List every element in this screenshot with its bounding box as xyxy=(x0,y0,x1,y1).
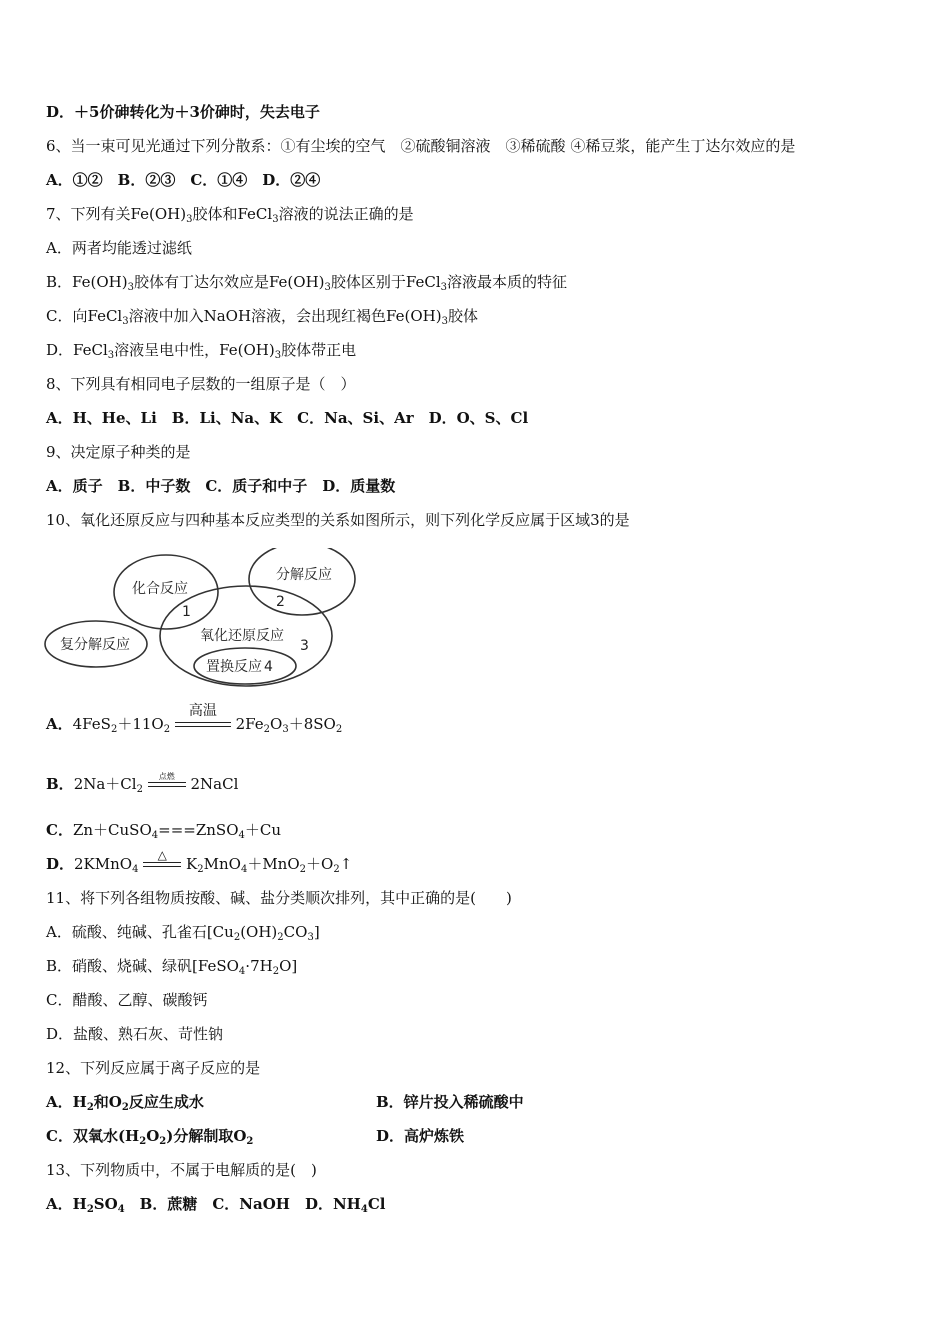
q10-stem: 10、氧化还原反应与四种基本反应类型的关系如图所示，则下列化学反应属于区域3的是 xyxy=(46,511,630,529)
q11-option-c: C．醋酸、乙醇、碳酸钙 xyxy=(46,991,208,1009)
q8-options: A．H、He、Li B．Li、Na、K C．Na、Si、Ar D．O、S、Cl xyxy=(46,409,529,427)
redox-label: 氧化还原反应 xyxy=(200,628,284,644)
q10-option-a: A．$4FeS_2+11O_2$ 高温 $2Fe_2O_3+8SO_2$ xyxy=(46,703,343,735)
q13-stem: 13、下列物质中，不属于电解质的是( ) xyxy=(46,1161,317,1179)
q7-option-b: B．$Fe(OH)_3$胶体有丁达尔效应是$Fe(OH)_3$胶体区别于FeCl$_3$溶液最本质的特征 xyxy=(46,273,568,293)
high-temperature-equals-sign: 高温 xyxy=(175,715,231,735)
q7-stem: 7、下列有关$Fe(OH)_3$胶体和FeCl$_3$溶液的说法正确的是 xyxy=(46,205,414,225)
region-3-label: 3 xyxy=(300,638,309,654)
q9-stem: 9、决定原子种类的是 xyxy=(46,443,191,461)
decomposition-label: 分解反应 xyxy=(276,567,332,583)
q12-stem: 12、下列反应属于离子反应的是 xyxy=(46,1059,261,1077)
displacement-label: 置换反应 xyxy=(206,659,262,675)
q6-stem: 6、当一束可见光通过下列分散系：①有尘埃的空气 ②硫酸铜溶液 ③稀硫酸 ④稀豆浆，能产生丁达尔效应的是 xyxy=(46,137,796,155)
q12-option-a: A．$H_2$和$O_2$反应生成水 xyxy=(46,1093,204,1113)
q10-option-d: D．2KMnO$_4$ △ $K_2MnO_4+MnO_2+O_2↑$ xyxy=(46,848,353,875)
q11-option-d: D．盐酸、熟石灰、苛性钠 xyxy=(46,1025,224,1043)
ignition-equals-sign: 点燃 xyxy=(148,775,186,795)
q11-option-b: B．硝酸、烧碱、绿矾$[FeSO_4\cdot 7H_2O]$ xyxy=(46,957,298,977)
q12-option-b: B．锌片投入稀硫酸中 xyxy=(376,1093,524,1111)
q13-options: A．$H_2SO_4$ B．蔗糖 C．NaOH D．$NH_4Cl$ xyxy=(46,1195,386,1215)
q9-options: A．质子 B．中子数 C．质子和中子 D．质量数 xyxy=(46,477,396,495)
q10-option-c: C．Zn＋CuSO$_4$===ZnSO$_4$＋Cu xyxy=(46,821,282,841)
q6-options: A．①② B．②③ C．①④ D．②④ xyxy=(46,171,321,189)
q7-option-c: C．向FeCl$_3$溶液中加入NaOH溶液，会出现红褐色$Fe(OH)_3$胶体 xyxy=(46,307,478,327)
heating-equals-sign: △ xyxy=(143,855,181,875)
q5-option-d: D．＋5价砷转化为＋3价砷时，失去电子 xyxy=(46,103,320,121)
q12-option-c: C．双氧水$(H_2O_2)$分解制取$O_2$ xyxy=(46,1127,254,1147)
q12-option-d: D．高炉炼铁 xyxy=(376,1127,465,1145)
q8-stem: 8、下列具有相同电子层数的一组原子是（ ） xyxy=(46,375,356,393)
region-1-label: 1 xyxy=(182,604,191,620)
q7-option-d: D．FeCl$_3$溶液呈电中性，$Fe(OH)_3$胶体带正电 xyxy=(46,341,357,361)
region-4-label: 4 xyxy=(264,659,273,675)
double-decomposition-label: 复分解反应 xyxy=(60,637,130,653)
q7-option-a: A．两者均能透过滤纸 xyxy=(46,239,192,257)
combination-label: 化合反应 xyxy=(132,581,188,597)
q11-stem: 11、将下列各组物质按酸、碱、盐分类顺次排列，其中正确的是( ) xyxy=(46,889,512,907)
q11-option-a: A．硫酸、纯碱、孔雀石$[Cu_2(OH)_2CO_3]$ xyxy=(46,923,320,943)
reaction-type-venn-diagram xyxy=(40,548,370,698)
region-2-label: 2 xyxy=(276,594,285,610)
q10-option-b: B．$2Na+Cl_2$ 点燃 2NaCl xyxy=(46,772,239,795)
